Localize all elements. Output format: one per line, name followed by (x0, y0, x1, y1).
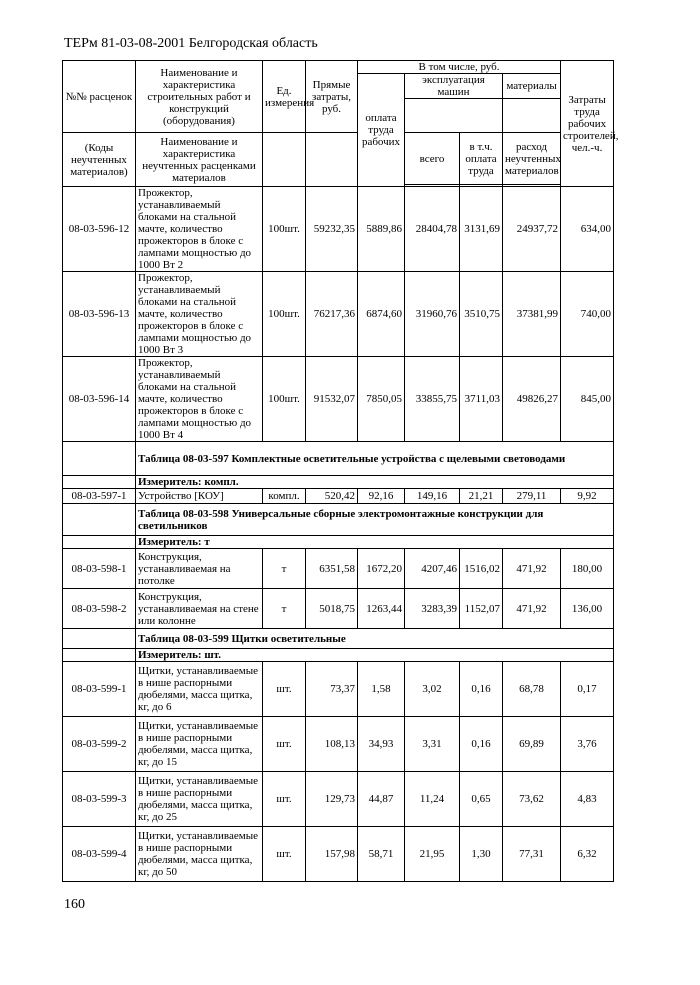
measure-blank (63, 536, 136, 549)
rate-code: 08-03-598-1 (63, 549, 136, 589)
work-name: Щитки, устанавливаемые в нише распорными дюбелями, масса щитка, кг, до 50 (136, 827, 263, 882)
direct-costs: 59232,35 (306, 187, 358, 272)
labor: 634,00 (561, 187, 614, 272)
work-name: Прожектор, устанавливаемый блоками на стальной мачте, количество прожекторов в блоке с лампами мощностью до 1000 Вт 4 (136, 357, 263, 442)
rate-code: 08-03-599-1 (63, 662, 136, 717)
machines-total: 11,24 (405, 772, 460, 827)
header-materials-blank (503, 99, 561, 133)
wages: 1672,20 (358, 549, 405, 589)
materials: 471,92 (503, 589, 561, 629)
labor: 845,00 (561, 357, 614, 442)
rate-code: 08-03-597-1 (63, 489, 136, 504)
rate-code: 08-03-596-14 (63, 357, 136, 442)
machines-wages: 21,21 (460, 489, 503, 504)
direct-costs: 76217,36 (306, 272, 358, 357)
wages: 6874,60 (358, 272, 405, 357)
section-blank (63, 442, 136, 476)
machines-total: 33855,75 (405, 357, 460, 442)
running-head: ТЕРм 81-03-08-2001 Белгородская область (64, 36, 318, 51)
table-row (63, 489, 614, 504)
machines-wages: 3131,69 (460, 187, 503, 272)
work-name: Устройство [КОУ] (136, 489, 263, 504)
header-unit-blank (263, 133, 306, 187)
wages: 1263,44 (358, 589, 405, 629)
header-direct-blank (306, 133, 358, 187)
table-row (63, 589, 614, 629)
unit: компл. (263, 489, 306, 504)
header-unaccounted-name: Наименование и характеристика неучтенных расценками материалов (136, 133, 263, 187)
table-row (63, 549, 614, 589)
labor: 136,00 (561, 589, 614, 629)
machines-total: 3283,39 (405, 589, 460, 629)
labor: 740,00 (561, 272, 614, 357)
header-including: В том числе, руб. (358, 61, 561, 74)
header-materials: материалы (503, 74, 561, 99)
direct-costs: 91532,07 (306, 357, 358, 442)
labor: 0,17 (561, 662, 614, 717)
unit: шт. (263, 827, 306, 882)
unit: 100шт. (263, 357, 306, 442)
machines-total: 31960,76 (405, 272, 460, 357)
work-name: Щитки, устанавливаемые в нише распорными дюбелями, масса щитка, кг, до 6 (136, 662, 263, 717)
page-number: 160 (64, 897, 85, 912)
header-machines: эксплуатация машин (405, 74, 503, 99)
header-direct-costs: Прямые затраты, руб. (306, 61, 358, 133)
table-row (63, 357, 614, 442)
section-title: Таблица 08-03-598 Универсальные сборные электромонтажные конструкции для светильников (136, 504, 614, 536)
materials: 24937,72 (503, 187, 561, 272)
wages: 34,93 (358, 717, 405, 772)
header-machines-wages: в т.ч. оплата труда (460, 133, 503, 185)
work-name: Щитки, устанавливаемые в нише распорными дюбелями, масса щитка, кг, до 25 (136, 772, 263, 827)
machines-wages: 0,16 (460, 662, 503, 717)
direct-costs: 73,37 (306, 662, 358, 717)
labor: 6,32 (561, 827, 614, 882)
measure-unit: Измеритель: компл. (136, 476, 614, 489)
header-materials-unaccounted: расход неучтенных материалов (503, 133, 561, 185)
unit: т (263, 549, 306, 589)
rate-code: 08-03-599-2 (63, 717, 136, 772)
table-row (63, 187, 614, 272)
unit: шт. (263, 717, 306, 772)
section-title: Таблица 08-03-599 Щитки осветительные (136, 629, 614, 649)
table-row (63, 827, 614, 882)
rate-code: 08-03-596-13 (63, 272, 136, 357)
wages: 92,16 (358, 489, 405, 504)
wages: 58,71 (358, 827, 405, 882)
header-unit: Ед. измерения (263, 61, 306, 133)
direct-costs: 6351,58 (306, 549, 358, 589)
table-row (63, 717, 614, 772)
labor: 180,00 (561, 549, 614, 589)
wages: 7850,05 (358, 357, 405, 442)
machines-total: 28404,78 (405, 187, 460, 272)
unit: шт. (263, 772, 306, 827)
machines-wages: 0,16 (460, 717, 503, 772)
work-name: Прожектор, устанавливаемый блоками на стальной мачте, количество прожекторов в блоке с лампами мощностью до 1000 Вт 3 (136, 272, 263, 357)
work-name: Прожектор, устанавливаемый блоками на стальной мачте, количество прожекторов в блоке с лампами мощностью до 1000 Вт 2 (136, 187, 263, 272)
rates-table (62, 60, 619, 882)
machines-total: 4207,46 (405, 549, 460, 589)
machines-total: 149,16 (405, 489, 460, 504)
materials: 77,31 (503, 827, 561, 882)
header-machines-total: всего (405, 133, 460, 185)
measure-blank (63, 649, 136, 662)
labor: 3,76 (561, 717, 614, 772)
wages: 44,87 (358, 772, 405, 827)
measure-unit: Измеритель: шт. (136, 649, 614, 662)
header-machines-blank (405, 99, 503, 133)
work-name: Конструкция, устанавливаемая на стене или колонне (136, 589, 263, 629)
materials: 73,62 (503, 772, 561, 827)
machines-wages: 1152,07 (460, 589, 503, 629)
header-wages: оплата труда рабочих (358, 74, 405, 187)
table-row (63, 662, 614, 717)
table-row (63, 772, 614, 827)
unit: шт. (263, 662, 306, 717)
table-row (63, 272, 614, 357)
machines-total: 21,95 (405, 827, 460, 882)
header-unaccounted-code: (Коды неучтенных материалов) (63, 133, 136, 187)
direct-costs: 129,73 (306, 772, 358, 827)
rate-code: 08-03-599-3 (63, 772, 136, 827)
machines-wages: 3510,75 (460, 272, 503, 357)
materials: 68,78 (503, 662, 561, 717)
machines-total: 3,31 (405, 717, 460, 772)
direct-costs: 520,42 (306, 489, 358, 504)
materials: 279,11 (503, 489, 561, 504)
direct-costs: 157,98 (306, 827, 358, 882)
section-blank (63, 629, 136, 649)
direct-costs: 108,13 (306, 717, 358, 772)
section-blank (63, 504, 136, 536)
machines-wages: 0,65 (460, 772, 503, 827)
section-title: Таблица 08-03-597 Комплектные осветительные устройства с щелевыми световодами (136, 442, 614, 476)
machines-wages: 3711,03 (460, 357, 503, 442)
wages: 1,58 (358, 662, 405, 717)
rate-code: 08-03-599-4 (63, 827, 136, 882)
rate-code: 08-03-596-12 (63, 187, 136, 272)
header-labor: Затраты труда рабочих строителей, чел.-ч. (561, 61, 614, 187)
header-code: №№ расценок (63, 61, 136, 133)
header-name: Наименование и характеристика строительных работ и конструкций (оборудования) (136, 61, 263, 133)
materials: 471,92 (503, 549, 561, 589)
measure-unit: Измеритель: т (136, 536, 614, 549)
work-name: Щитки, устанавливаемые в нише распорными дюбелями, масса щитка, кг, до 15 (136, 717, 263, 772)
labor: 4,83 (561, 772, 614, 827)
direct-costs: 5018,75 (306, 589, 358, 629)
materials: 37381,99 (503, 272, 561, 357)
wages: 5889,86 (358, 187, 405, 272)
work-name: Конструкция, устанавливаемая на потолке (136, 549, 263, 589)
machines-total: 3,02 (405, 662, 460, 717)
labor: 9,92 (561, 489, 614, 504)
unit: т (263, 589, 306, 629)
materials: 49826,27 (503, 357, 561, 442)
rate-code: 08-03-598-2 (63, 589, 136, 629)
unit: 100шт. (263, 272, 306, 357)
machines-wages: 1,30 (460, 827, 503, 882)
materials: 69,89 (503, 717, 561, 772)
measure-blank (63, 476, 136, 489)
machines-wages: 1516,02 (460, 549, 503, 589)
unit: 100шт. (263, 187, 306, 272)
